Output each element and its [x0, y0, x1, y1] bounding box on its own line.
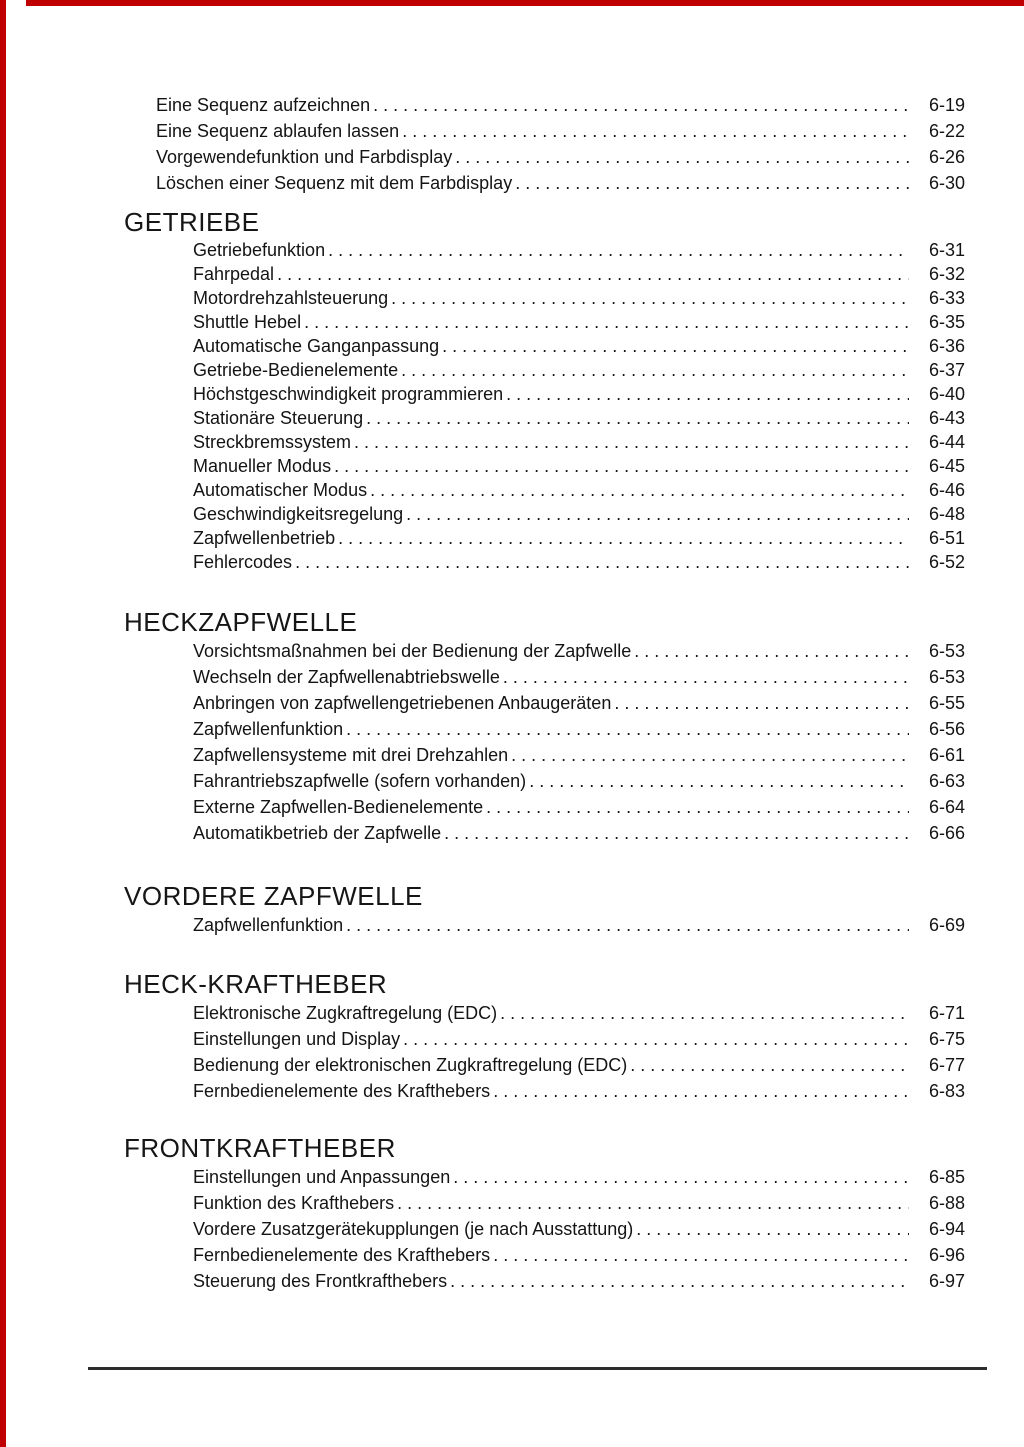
- toc-entry-page: 6-55: [928, 693, 965, 713]
- toc-entry-row: [193, 638, 965, 664]
- toc-entry-label: Manueller Modus: [193, 456, 332, 476]
- toc-entry-page: 6-94: [928, 1219, 965, 1239]
- toc-entry-label: Elektronische Zugkraftregelung (EDC): [193, 1003, 498, 1023]
- toc-entry-row: [193, 664, 965, 690]
- toc-entry-page: 6-77: [928, 1055, 965, 1075]
- toc-entry-label: Streckbremssystem: [193, 432, 352, 452]
- toc-entry-page: 6-46: [928, 480, 965, 500]
- leader-dots: [338, 526, 909, 550]
- toc-entry-label: Fahrantriebszapfwelle (sofern vorhanden): [193, 771, 527, 791]
- toc-entry-row: [193, 550, 965, 574]
- toc-entry-label: Vorsichtsmaßnahmen bei der Bedienung der Zapfwelle: [193, 641, 632, 661]
- toc-entry-page: 6-61: [928, 745, 965, 765]
- toc-entry-row: [193, 1078, 965, 1104]
- toc-entry-page: 6-66: [928, 823, 965, 843]
- toc-entry-page: 6-52: [928, 552, 965, 572]
- toc-section: [0, 206, 1024, 574]
- toc-entry-label: Anbringen von zapfwellengetriebenen Anbaugeräten: [193, 693, 612, 713]
- toc-entry-row: [193, 430, 965, 454]
- leader-dots: [373, 92, 909, 118]
- leader-dots: [402, 118, 909, 144]
- toc-entry-label: Zapfwellenfunktion: [193, 719, 344, 739]
- toc-entry-row: [156, 92, 965, 118]
- leader-dots: [401, 358, 909, 382]
- leader-dots: [450, 1268, 909, 1294]
- section-heading: HECK-KRAFTHEBER: [124, 969, 388, 999]
- leader-dots: [391, 286, 909, 310]
- leader-dots: [277, 262, 909, 286]
- leader-dots: [403, 1026, 909, 1052]
- leader-dots: [486, 794, 909, 820]
- toc-entry-row: [193, 454, 965, 478]
- toc-entry-label: Löschen einer Sequenz mit dem Farbdisplay: [156, 173, 513, 193]
- toc-entry-page: 6-35: [928, 312, 965, 332]
- toc-entry-row: [193, 262, 965, 286]
- toc-entry-row: [156, 170, 965, 196]
- leader-dots: [453, 1164, 909, 1190]
- toc-entry-page: 6-63: [928, 771, 965, 791]
- toc-entry-row: [193, 1242, 965, 1268]
- leader-dots: [397, 1190, 909, 1216]
- page-top-edge: [26, 0, 1024, 6]
- leader-dots: [295, 550, 909, 574]
- toc-entry-row: [193, 1052, 965, 1078]
- section-heading: HECKZAPFWELLE: [124, 607, 358, 637]
- leader-dots: [529, 768, 909, 794]
- toc-section: [0, 92, 1024, 196]
- toc-entry-label: Fehlercodes: [193, 552, 293, 572]
- leader-dots: [370, 478, 909, 502]
- toc-entry-row: [193, 310, 965, 334]
- toc-entry-row: [193, 1026, 965, 1052]
- toc-entry-page: 6-22: [928, 121, 965, 141]
- toc-entry-page: 6-30: [928, 173, 965, 193]
- toc-entry-label: Getriebefunktion: [193, 240, 326, 260]
- leader-dots: [346, 716, 909, 742]
- toc-entry-label: Getriebe-Bedienelemente: [193, 360, 399, 380]
- section-entries: [0, 238, 1024, 574]
- leader-dots: [334, 454, 909, 478]
- toc-entry-label: Geschwindigkeitsregelung: [193, 504, 404, 524]
- toc-entry-label: Zapfwellenbetrieb: [193, 528, 336, 548]
- toc-entry-page: 6-64: [928, 797, 965, 817]
- toc-entry-label: Automatikbetrieb der Zapfwelle: [193, 823, 442, 843]
- toc-entry-page: 6-53: [928, 641, 965, 661]
- toc-entry-row: [193, 716, 965, 742]
- toc-entry-label: Wechseln der Zapfwellenabtriebswelle: [193, 667, 500, 687]
- toc-section: [0, 880, 1024, 938]
- toc-entry-label: Zapfwellensysteme mit drei Drehzahlen: [193, 745, 509, 765]
- toc-entry-row: [193, 526, 965, 550]
- toc-entry-row: [193, 286, 965, 310]
- toc-entry-page: 6-53: [928, 667, 965, 687]
- leader-dots: [304, 310, 909, 334]
- toc-entry-page: 6-56: [928, 719, 965, 739]
- toc-entry-page: 6-97: [928, 1271, 965, 1291]
- toc-entry-row: [156, 118, 965, 144]
- section-entries: [0, 912, 1024, 938]
- toc-entry-row: [193, 382, 965, 406]
- toc-section: [0, 1132, 1024, 1294]
- toc-entry-label: Eine Sequenz aufzeichnen: [156, 95, 371, 115]
- section-heading: VORDERE ZAPFWELLE: [124, 881, 423, 911]
- toc-entry-label: Steuerung des Frontkrafthebers: [193, 1271, 448, 1291]
- toc-entry-page: 6-31: [928, 240, 965, 260]
- toc-entry-label: Shuttle Hebel: [193, 312, 302, 332]
- leader-dots: [634, 638, 909, 664]
- toc-entry-page: 6-51: [928, 528, 965, 548]
- toc-entry-label: Fernbedienelemente des Krafthebers: [193, 1081, 491, 1101]
- leader-dots: [493, 1078, 909, 1104]
- toc-entry-page: 6-83: [928, 1081, 965, 1101]
- toc-entry-row: [193, 358, 965, 382]
- leader-dots: [366, 406, 909, 430]
- toc-entry-row: [193, 820, 965, 846]
- leader-dots: [354, 430, 909, 454]
- toc-entry-page: 6-32: [928, 264, 965, 284]
- toc-entry-row: [193, 334, 965, 358]
- toc-entry-page: 6-45: [928, 456, 965, 476]
- toc-entry-page: 6-36: [928, 336, 965, 356]
- toc-entry-row: [193, 238, 965, 262]
- toc-entry-label: Automatischer Modus: [193, 480, 368, 500]
- toc-entry-row: [193, 912, 965, 938]
- toc-entry-page: 6-71: [928, 1003, 965, 1023]
- toc-entry-label: Vorgewendefunktion und Farbdisplay: [156, 147, 453, 167]
- toc-entry-row: [193, 406, 965, 430]
- toc-entry-label: Einstellungen und Display: [193, 1029, 401, 1049]
- toc-entry-row: [156, 144, 965, 170]
- page-left-edge: [0, 0, 6, 1447]
- leader-dots: [444, 820, 909, 846]
- section-entries: [0, 638, 1024, 846]
- toc-entry-page: 6-75: [928, 1029, 965, 1049]
- toc-entry-row: [193, 1000, 965, 1026]
- toc-entry-label: Zapfwellenfunktion: [193, 915, 344, 935]
- toc-section: [0, 968, 1024, 1104]
- toc-entry-page: 6-43: [928, 408, 965, 428]
- toc-entry-label: Fahrpedal: [193, 264, 275, 284]
- toc-entry-page: 6-48: [928, 504, 965, 524]
- section-heading: GETRIEBE: [124, 207, 260, 237]
- toc-entry-page: 6-19: [928, 95, 965, 115]
- leader-dots: [328, 238, 909, 262]
- toc-entry-page: 6-26: [928, 147, 965, 167]
- leader-dots: [630, 1052, 909, 1078]
- leader-dots: [636, 1216, 909, 1242]
- leader-dots: [515, 170, 909, 196]
- toc-entry-row: [193, 794, 965, 820]
- toc-entry-label: Bedienung der elektronischen Zugkraftregelung (EDC): [193, 1055, 628, 1075]
- footer-rule: [88, 1367, 987, 1370]
- toc-entry-label: Einstellungen und Anpassungen: [193, 1167, 451, 1187]
- leader-dots: [614, 690, 909, 716]
- toc-entry-row: [193, 690, 965, 716]
- toc-entry-row: [193, 478, 965, 502]
- leader-dots: [511, 742, 909, 768]
- toc-entry-page: 6-88: [928, 1193, 965, 1213]
- section-entries: [0, 1000, 1024, 1104]
- leader-dots: [455, 144, 909, 170]
- toc-entry-page: 6-69: [928, 915, 965, 935]
- toc-entry-row: [193, 1164, 965, 1190]
- toc-entry-label: Fernbedienelemente des Krafthebers: [193, 1245, 491, 1265]
- toc-entry-page: 6-40: [928, 384, 965, 404]
- section-entries: [0, 92, 1024, 196]
- toc-entry-row: [193, 742, 965, 768]
- toc-entry-row: [193, 502, 965, 526]
- leader-dots: [506, 382, 909, 406]
- toc-entry-label: Automatische Ganganpassung: [193, 336, 440, 356]
- toc-entry-label: Funktion des Krafthebers: [193, 1193, 395, 1213]
- toc-entry-page: 6-96: [928, 1245, 965, 1265]
- toc-entry-label: Stationäre Steuerung: [193, 408, 364, 428]
- toc-entry-page: 6-37: [928, 360, 965, 380]
- leader-dots: [500, 1000, 909, 1026]
- toc-entry-label: Vordere Zusatzgerätekupplungen (je nach Ausstattung): [193, 1219, 634, 1239]
- toc-entry-page: 6-33: [928, 288, 965, 308]
- toc-entry-row: [193, 1190, 965, 1216]
- toc-entry-page: 6-85: [928, 1167, 965, 1187]
- toc-entry-label: Externe Zapfwellen-Bedienelemente: [193, 797, 484, 817]
- toc-entry-row: [193, 1268, 965, 1294]
- section-entries: [0, 1164, 1024, 1294]
- toc-entry-row: [193, 768, 965, 794]
- leader-dots: [442, 334, 909, 358]
- toc-entry-label: Eine Sequenz ablaufen lassen: [156, 121, 400, 141]
- toc-sections: [0, 92, 1024, 1294]
- leader-dots: [346, 912, 909, 938]
- toc-entry-label: Höchstgeschwindigkeit programmieren: [193, 384, 504, 404]
- leader-dots: [406, 502, 909, 526]
- leader-dots: [503, 664, 909, 690]
- leader-dots: [493, 1242, 909, 1268]
- section-heading: FRONTKRAFTHEBER: [124, 1133, 396, 1163]
- toc-entry-label: Motordrehzahlsteuerung: [193, 288, 389, 308]
- toc-entry-row: [193, 1216, 965, 1242]
- toc-entry-page: 6-44: [928, 432, 965, 452]
- toc-section: [0, 606, 1024, 846]
